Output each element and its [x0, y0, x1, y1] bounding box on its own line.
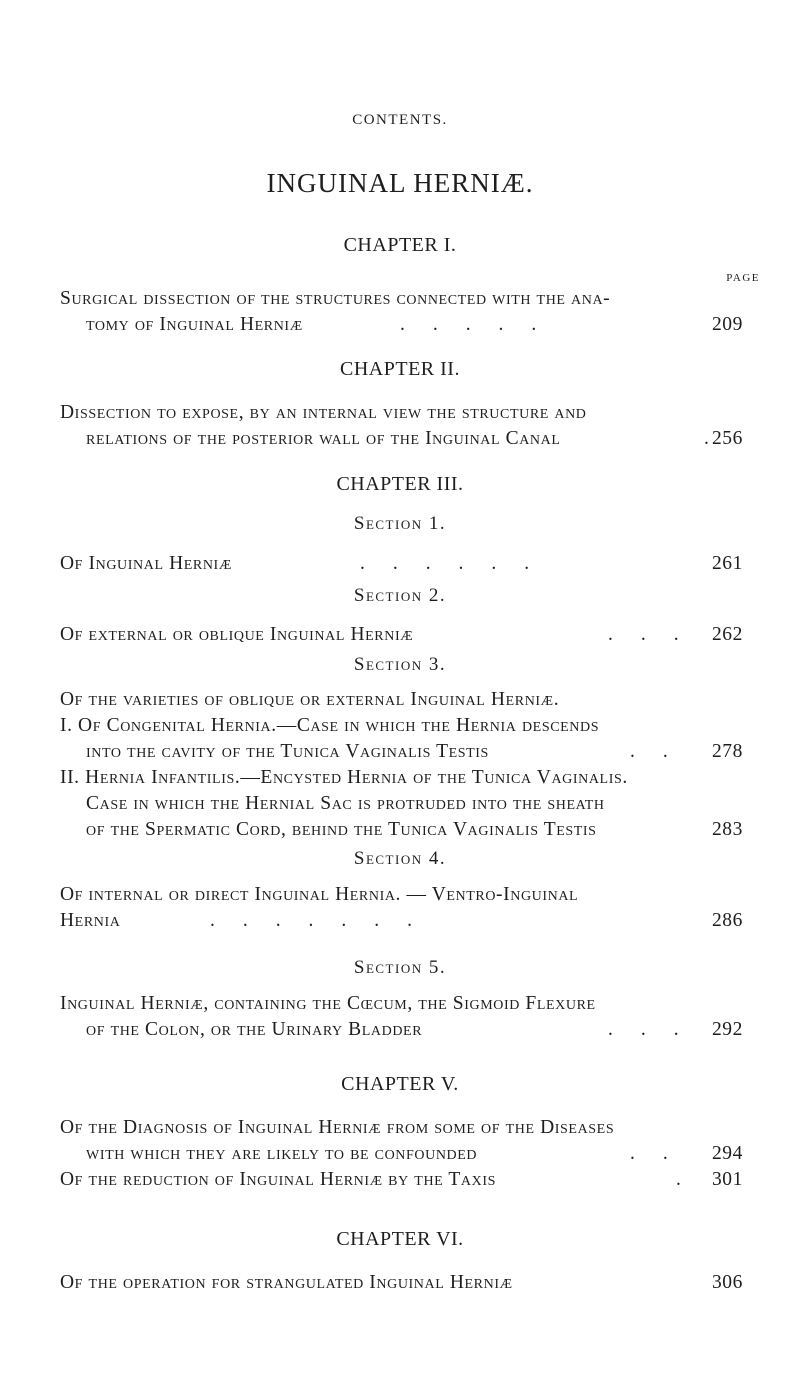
entry-line: [60, 1141, 743, 1167]
entry-line: [60, 1167, 743, 1193]
entry-text: of the Spermatic Cord, behind the Tunica Vaginalis Testis: [86, 819, 597, 840]
entry-text: Of Inguinal Herniæ: [60, 553, 232, 574]
page-number: 306: [711, 1272, 743, 1293]
entry-line: [60, 551, 743, 577]
chapter-3-heading: CHAPTER III.: [336, 473, 464, 495]
entry-line: [60, 817, 743, 843]
toc-entry-surgical-dissection: [60, 286, 743, 338]
chapter-5-heading: CHAPTER V.: [341, 1073, 459, 1095]
page-number: 262: [711, 624, 743, 645]
section-4-heading: Section 4.: [353, 848, 447, 869]
entry-line: Dissection to expose, by an internal view the structure and: [60, 402, 587, 423]
entry-text: Of the operation for strangulated Inguinal Herniæ: [60, 1272, 513, 1293]
toc-entry-diagnosis: [60, 1115, 743, 1167]
entry-text: relations of the posterior wall of the Inguinal Canal: [86, 428, 561, 449]
entry-text: Hernia: [60, 910, 121, 931]
entry-line: I. Of Congenital Hernia.—Case in which the Hernia descends: [60, 715, 600, 736]
entry-line: [60, 622, 743, 648]
toc-entry-of-inguinal-herniae: [60, 551, 743, 577]
toc-entry-external-oblique: [60, 622, 743, 648]
entry-line: Surgical dissection of the structures connected with the ana-: [60, 288, 611, 309]
toc-entry-caecum-colon-bladder: [60, 991, 743, 1043]
section-1-heading: Section 1.: [353, 513, 447, 534]
page-number: 292: [711, 1019, 743, 1040]
leader-dots: . . .: [608, 624, 680, 645]
toc-entry-dissection-internal-view: [60, 400, 743, 452]
entry-text: Of the reduction of Inguinal Herniæ by the Taxis: [60, 1169, 497, 1190]
toc-entry-reduction-taxis: [60, 1167, 743, 1193]
toc-entry-internal-direct: [60, 882, 743, 934]
page-number: 209: [711, 314, 743, 335]
page-number: 278: [711, 741, 743, 762]
entry-text: of the Colon, or the Urinary Bladder: [86, 1019, 423, 1040]
page-number: 256: [711, 428, 743, 449]
section-2-heading: Section 2.: [353, 585, 447, 606]
entry-text: tomy of Inguinal Herniæ: [86, 314, 303, 335]
leader-dots: . . .: [608, 1019, 680, 1040]
chapter-1-heading: CHAPTER I.: [343, 234, 457, 256]
section-5-heading: Section 5.: [353, 957, 447, 978]
page-number: 286: [711, 910, 743, 931]
toc-entry-varieties: [60, 687, 743, 843]
entry-line: II. Hernia Infantilis.—Encysted Hernia of the Tunica Vaginalis.: [60, 767, 628, 788]
entry-line: Of the varieties of oblique or external Inguinal Herniæ.: [60, 689, 560, 710]
entry-line: [60, 1270, 743, 1296]
chapter-6-heading: CHAPTER VI.: [336, 1228, 464, 1250]
book-title: INGUINAL HERNIÆ.: [266, 168, 534, 198]
page-number: 294: [711, 1143, 743, 1164]
entry-line: [60, 312, 743, 338]
entry-line: Case in which the Hernial Sac is protruded into the sheath: [86, 793, 605, 814]
leader-dots: . .: [630, 741, 669, 762]
entry-line: Of internal or direct Inguinal Hernia. — Ventro-Inguinal: [60, 884, 579, 905]
leader-dots: . . . . .: [400, 314, 537, 335]
entry-text: Of external or oblique Inguinal Herniæ: [60, 624, 414, 645]
toc-entry-strangulated-operation: [60, 1270, 743, 1296]
page-column-label: PAGE: [726, 272, 760, 284]
entry-line: [60, 908, 743, 934]
entry-line: Of the Diagnosis of Inguinal Herniæ from some of the Diseases: [60, 1117, 615, 1138]
entry-line: [60, 1017, 743, 1043]
page-number: 301: [711, 1169, 743, 1190]
entry-line: [60, 426, 743, 452]
page-number: 261: [711, 553, 743, 574]
leader-dots: . . . . . . .: [210, 910, 413, 931]
entry-text: with which they are likely to be confounded: [86, 1143, 478, 1164]
chapter-2-heading: CHAPTER II.: [340, 358, 460, 380]
entry-text: into the cavity of the Tunica Vaginalis Testis: [86, 741, 489, 762]
entry-line: [60, 739, 743, 765]
leader-dots: .: [704, 428, 710, 449]
leader-dots: . .: [630, 1143, 669, 1164]
entry-line: Inguinal Herniæ, containing the Cœcum, the Sigmoid Flexure: [60, 993, 596, 1014]
leader-dots: . . . . . .: [360, 553, 530, 574]
running-head: CONTENTS.: [352, 112, 448, 128]
leader-dots: .: [676, 1169, 682, 1190]
section-3-heading: Section 3.: [353, 654, 447, 675]
page-number: 283: [711, 819, 743, 840]
